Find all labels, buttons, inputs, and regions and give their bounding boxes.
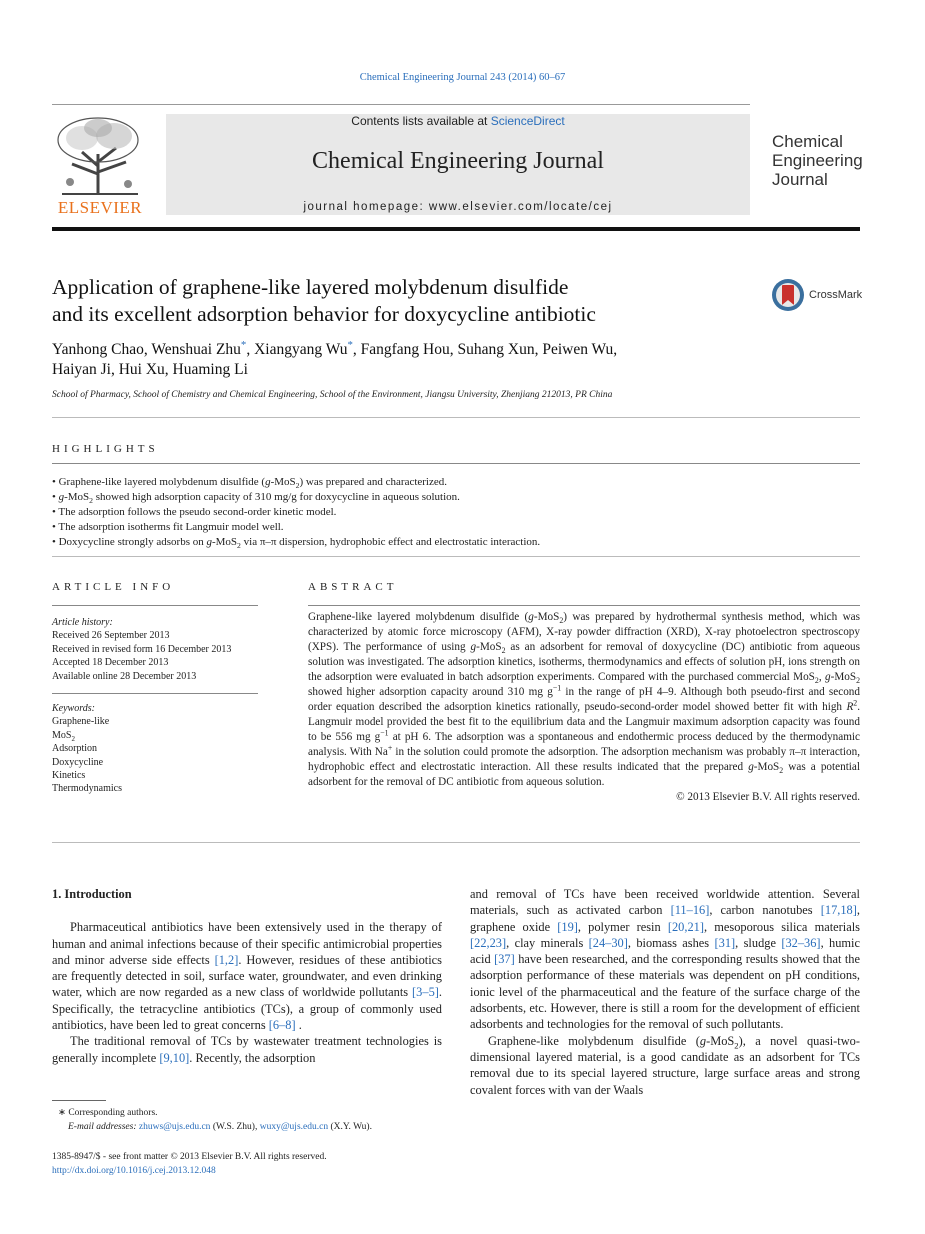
citation-link[interactable]: [11–16] bbox=[670, 903, 710, 918]
author-list bbox=[52, 340, 772, 380]
left-column bbox=[52, 886, 442, 1066]
header-rule bbox=[52, 227, 860, 231]
highlight-item: • Doxycycline strongly adsorbs on g-MoS$_2$ via π–π dispersion, hydrophobic effect and electrostatic interaction. bbox=[52, 536, 541, 551]
title-line-1: Application of graphene-like layered molybdenum disulfide bbox=[52, 275, 569, 299]
abstract-text: Graphene-like layered molybdenum disulfide (g-MoS$_2$) was prepared by hydrothermal synthesis method, which was characterized by atomic force microscopy (AFM), X-ray powder diffraction (XRD), X-ray photoelectron spectroscopy (XPS). The performance of using g-MoS$_2$ as an adsorbent for removal of doxycycline (DC) antibiotic from aqueous solution was investigated. The adsorption kinetics, isotherms, thermodynamics and effects of solution pH, ions strength on the adsorption were evaluated in batch adsorption experiments. Compared with the purchased commercial MoS$_2$, g-MoS$_2$ showed higher adsorption capacity around 310 mg $g^{-1}$ in the range of pH 4–9. Although both pseudo-first and second order equation described the adsorption kinetics rationally, pseudo-second-order model showed better fit with high $R^2$. Langmuir model provided the best fit to the equilibrium data and the Langmuir maximum adsorption capacity was found to be 556 mg $g^{-1}$ at pH 6. The adsorption was a spontaneous and endothermic process deduced by the thermodynamic analysis. With Na+ in the solution could promote the adsorption. The adsorption mechanism was probably π–π interaction, hydrophobic effect and electrostatic interaction. All these results indicated that the prepared g-MoS$_2$ was a potential adsorbent for the removal of DC antibiotic from aqueous solution. bbox=[308, 611, 861, 788]
corresponding-star-2[interactable]: * bbox=[347, 338, 353, 351]
citation-link[interactable]: [22,23] bbox=[470, 935, 507, 950]
citation-link[interactable]: [20,21] bbox=[667, 919, 704, 934]
authors-part-4: Haiyan Ji, Hui Xu, Huaming Li bbox=[52, 361, 248, 378]
email-link[interactable]: wuxy@ujs.edu.cn bbox=[259, 1122, 329, 1132]
email-label: E-mail addresses: bbox=[68, 1122, 139, 1132]
journal-reference[interactable]: Chemical Engineering Journal 243 (2014) 60–67 bbox=[359, 72, 566, 83]
contents-prefix: Contents lists available at bbox=[351, 114, 491, 128]
keyword: Thermodynamics bbox=[52, 783, 122, 795]
paragraph: The traditional removal of TCs by wastewater treatment technologies is generally incomplete [9,10]. Recently, the adsorption bbox=[52, 1034, 442, 1065]
abstract-heading: ABSTRACT bbox=[308, 581, 398, 593]
contents-line bbox=[166, 114, 750, 128]
history-online: Available online 28 December 2013 bbox=[52, 670, 197, 682]
divider bbox=[52, 556, 860, 557]
keyword: Doxycycline bbox=[52, 756, 104, 768]
footnote: ∗ Corresponding authors. E-mail addresses: zhuws@ujs.edu.cn (W.S. Zhu), wuxy@ujs.edu.cn (X.Y. Wu). bbox=[52, 1106, 442, 1134]
section-heading: 1. Introduction bbox=[52, 887, 132, 901]
citation-link[interactable]: [32–36] bbox=[781, 935, 821, 950]
divider bbox=[52, 605, 258, 606]
history-accepted: Accepted 18 December 2013 bbox=[52, 657, 169, 669]
corresponding-authors-note: ∗ Corresponding authors. bbox=[58, 1108, 158, 1118]
logo-line-1: Chemical bbox=[772, 132, 843, 151]
highlights-heading: HIGHLIGHTS bbox=[52, 443, 159, 455]
citation-link[interactable]: [17,18] bbox=[820, 903, 857, 918]
footnote-rule bbox=[52, 1100, 106, 1101]
top-rule bbox=[52, 104, 750, 105]
citation-link[interactable]: [31] bbox=[714, 935, 736, 950]
email-link[interactable]: zhuws@ujs.edu.cn bbox=[138, 1122, 211, 1132]
title-line-2: and its excellent adsorption behavior for doxycycline antibiotic bbox=[52, 302, 596, 326]
history-revised: Received in revised form 16 December 2013 bbox=[52, 643, 232, 655]
highlight-item: • g-MoS$_2$ showed high adsorption capacity of 310 mg/g for doxycycline in aqueous solution. bbox=[52, 491, 460, 506]
paragraph: Pharmaceutical antibiotics have been extensively used in the therapy of human and animal infections because of their specific antimicrobial properties and minor adverse side effects [1,2]. However, residues of these antibiotics are frequently detected in soil, surface water, groundwater, and even drinking water, which are now regarded as a new class of worldwide pollutants [3–5]. Specifically, the tetracycline antibiotics (TCs), a group of commonly used antibiotics, have been led to great concerns [6–8] . bbox=[52, 920, 442, 1033]
abstract-body bbox=[308, 610, 860, 805]
affiliation: School of Pharmacy, School of Chemistry and Chemical Engineering, School of the Environment, Jiangsu University, Zhenjiang 212013, PR China bbox=[52, 390, 613, 400]
journal-homepage[interactable]: journal homepage: www.elsevier.com/locate/cej bbox=[303, 201, 613, 213]
citation-link[interactable]: [6–8] bbox=[268, 1018, 296, 1033]
elsevier-logo bbox=[52, 114, 148, 218]
divider bbox=[52, 417, 860, 418]
elsevier-tree-icon bbox=[52, 114, 148, 198]
keyword: MoS$_2$ bbox=[52, 729, 75, 743]
page-footer bbox=[52, 1150, 327, 1178]
history-received: Received 26 September 2013 bbox=[52, 630, 170, 642]
logo-line-3: Journal bbox=[772, 170, 828, 189]
authors-part-3: , Fangfang Hou, Suhang Xun, Peiwen Wu, bbox=[352, 341, 618, 358]
article-info bbox=[52, 616, 262, 796]
elsevier-wordmark: ELSEVIER bbox=[57, 198, 143, 217]
highlights-list bbox=[52, 475, 860, 550]
highlight-item: • Graphene-like layered molybdenum disulfide (g-MoS$_2$) was prepared and characterized. bbox=[52, 476, 448, 491]
sciencedirect-link[interactable]: ScienceDirect bbox=[490, 114, 565, 128]
right-column bbox=[470, 886, 860, 1098]
citation-link[interactable]: [37] bbox=[494, 952, 515, 967]
citation-link[interactable]: [1,2] bbox=[214, 952, 239, 967]
copyright-line: © 2013 Elsevier B.V. All rights reserved. bbox=[676, 791, 860, 803]
crossmark-icon bbox=[771, 278, 805, 312]
logo-line-2: Engineering bbox=[772, 151, 863, 170]
crossmark-badge[interactable] bbox=[771, 278, 862, 312]
corresponding-star-1[interactable]: * bbox=[240, 338, 247, 351]
keywords-label: Keywords: bbox=[52, 703, 95, 715]
paragraph: and removal of TCs have been received worldwide attention. Several materials, such as activated carbon [11–16], carbon nanotubes [17,18], graphene oxide [19], polymer resin [20,21], mesoporous silica materials [22,23], clay minerals [24–30], biomass ashes [31], sludge [32–36], humic acid [37] have been researched, and the corresponding results showed that the adsorption performance of these materials was dependent on pH conditions, ionic level of the pharmaceutical and the feature of the surface charge of the adsorbents, etc. However, there is still a room for the development of efficient adsorbents and technologies for the removal of such pollutants. bbox=[470, 887, 860, 1032]
article-info-heading: ARTICLE INFO bbox=[52, 581, 175, 593]
citation-link[interactable]: [24–30] bbox=[588, 935, 628, 950]
article-title bbox=[52, 274, 752, 328]
issn-line: 1385-8947/$ - see front matter © 2013 Elsevier B.V. All rights reserved. bbox=[52, 1152, 327, 1162]
journal-logo bbox=[772, 132, 863, 189]
journal-name: Chemical Engineering Journal bbox=[312, 148, 604, 174]
divider bbox=[308, 605, 860, 606]
article-history-label: Article history: bbox=[52, 617, 113, 628]
crossmark-label: CrossMark bbox=[809, 289, 863, 301]
citation-link[interactable]: [3–5] bbox=[412, 985, 439, 1000]
divider bbox=[52, 693, 258, 694]
keyword: Adsorption bbox=[52, 743, 97, 755]
keyword: Graphene-like bbox=[52, 716, 110, 728]
citation-link[interactable]: [9,10] bbox=[159, 1050, 190, 1065]
keyword: Kinetics bbox=[52, 770, 86, 782]
authors-part-2: , Xiangyang Wu bbox=[246, 341, 348, 358]
citation-link[interactable]: [19] bbox=[557, 919, 578, 934]
divider bbox=[52, 842, 860, 843]
paragraph: Graphene-like molybdenum disulfide (g-MoS$_2$), a novel quasi-two-dimensional layered material, is a good candidate as an adsorbent for TCs removal due to its special layered structure, large surface areas and strong covalent forces with van der Waals bbox=[470, 1033, 860, 1097]
authors-part-1: Yanhong Chao, Wenshuai Zhu bbox=[52, 341, 241, 358]
highlight-item: • The adsorption follows the pseudo second-order kinetic model. bbox=[52, 506, 337, 518]
divider bbox=[52, 463, 860, 464]
highlight-item: • The adsorption isotherms fit Langmuir model well. bbox=[52, 521, 284, 533]
doi-link[interactable]: http://dx.doi.org/10.1016/j.cej.2013.12.048 bbox=[52, 1166, 216, 1176]
